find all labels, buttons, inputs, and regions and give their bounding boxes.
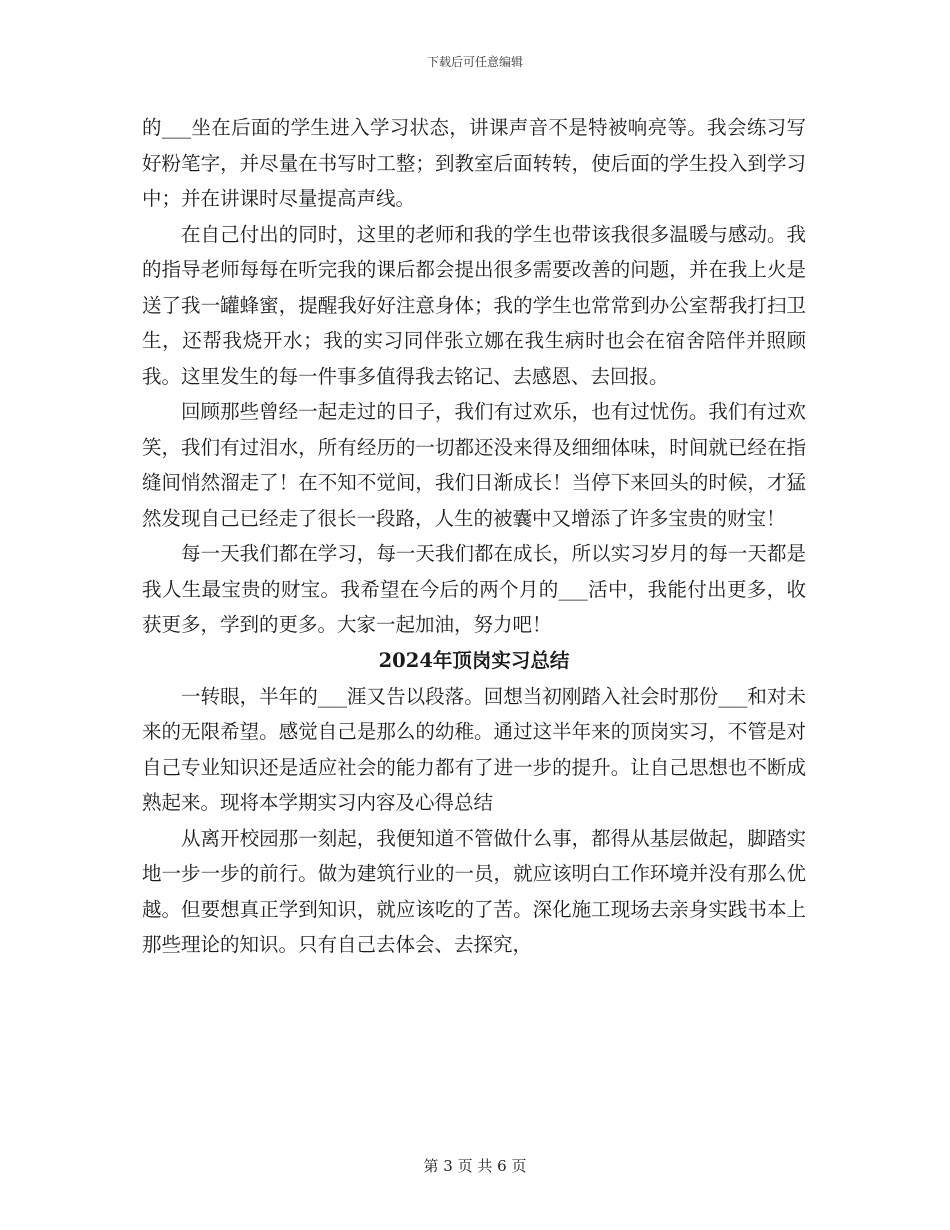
paragraph-6: 从离开校园那一刻起，我便知道不管做什么事，都得从基层做起，脚踏实地一步一步的前行。做为建筑行业的一员，就应该明白工作环境并没有那么优越。但要想真正学到知识，就应该吃的了苦。深化施工现场去亲身实践书本上那些理论的知识。只有自己去体会、去探究， [142,826,806,956]
paragraph-1: 的___坐在后面的学生进入学习状态，讲课声音不是特被响亮等。我会练习写好粉笔字，并尽量在书写时工整；到教室后面转转，使后面的学生投入到学习中；并在讲课时尽量提高声线。 [142,116,806,210]
paragraph-5: 一转眼，半年的___涯又告以段落。回想当初刚踏入社会时那份___和对未来的无限希望。感觉自己是那么的幼稚。通过这半年来的顶岗实习，不管是对自己专业知识还是适应社会的能力都有了进一步的提升。让自己思想也不断成熟起来。现将本学期实习内容及心得总结 [142,684,806,814]
section-title: 2024年顶岗实习总结 [378,648,570,672]
paragraph-3: 回顾那些曾经一起走过的日子，我们有过欢乐，也有过忧伤。我们有过欢笑，我们有过泪水，所有经历的一切都还没来得及细细体味，时间就已经在指缝间悄然溜走了！在不知不觉间，我们日渐成长！当停下来回头的时候，才猛然发现自己已经走了很长一段路，人生的被囊中又增添了许多宝贵的财宝！ [142,400,806,530]
document-body [142,110,806,963]
header-note: 下载后可任意编辑 [426,55,523,69]
page-indicator: 第 3 页 共 6 页 [423,1157,527,1175]
paragraph-2: 在自己付出的同时，这里的老师和我的学生也带该我很多温暖与感动。我的指导老师每每在听完我的课后都会提出很多需要改善的问题，并在我上火是送了我一罐蜂蜜，提醒我好好注意身体；我的学生也常常到办公室帮我打扫卫生，还帮我烧开水；我的实习同伴张立娜在我生病时也会在宿舍陪伴并照顾我。这里发生的每一件事多值得我去铭记、去感恩、去回报。 [142,222,806,388]
paragraph-4: 每一天我们都在学习，每一天我们都在成长，所以实习岁月的每一天都是我人生最宝贵的财宝。我希望在今后的两个月的___活中，我能付出更多，收获更多，学到的更多。大家一起加油，努力吧！ [142,542,806,636]
